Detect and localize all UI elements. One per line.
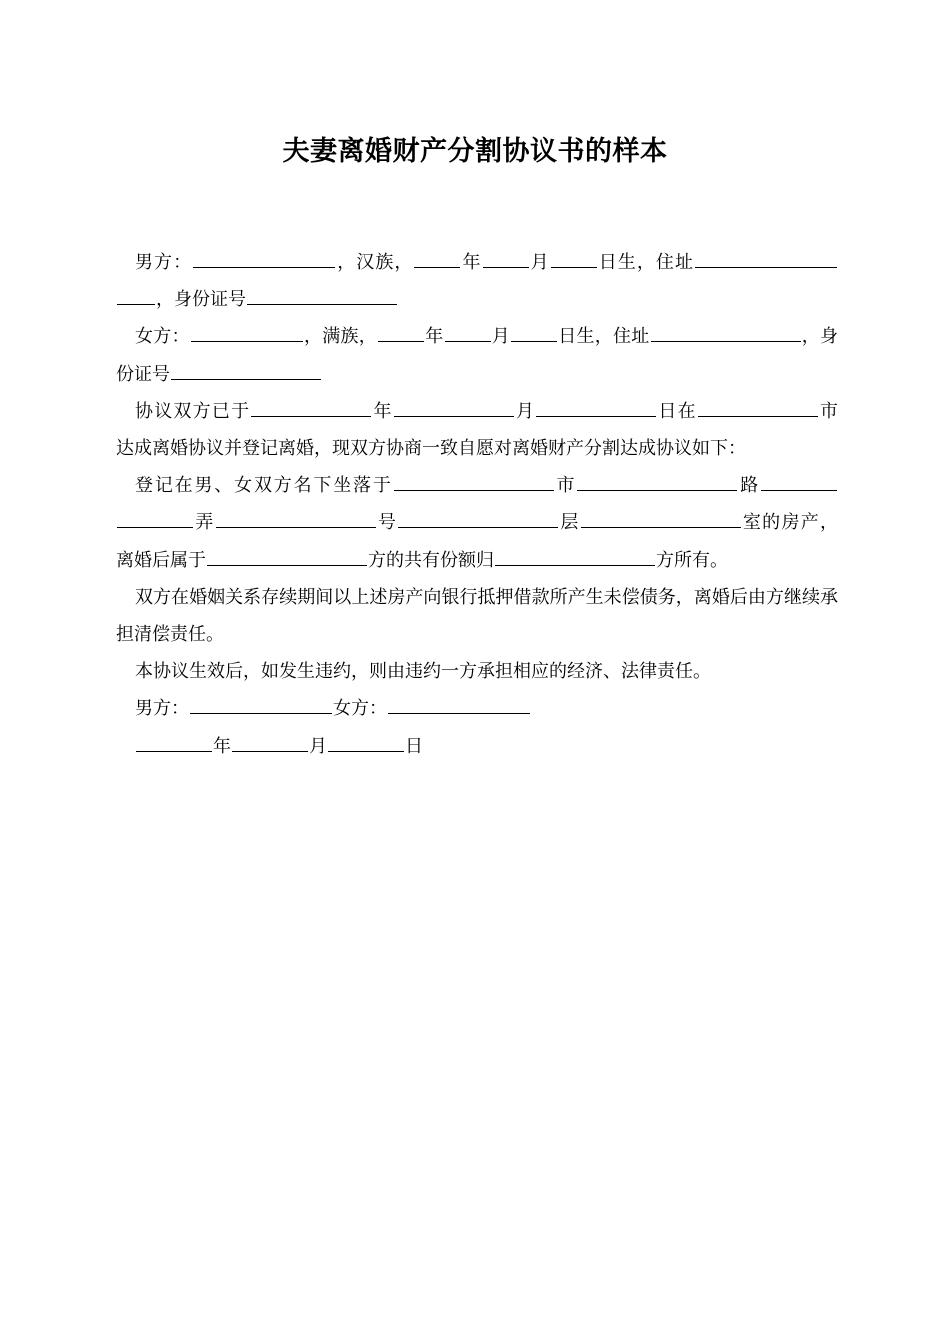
woman-id-blank xyxy=(171,363,321,380)
man-id-label: ，身份证号 xyxy=(156,289,246,311)
floor-label: 层 xyxy=(559,512,580,534)
woman-birth-day-blank xyxy=(511,325,557,342)
document-title: 夫妻离婚财产分割协议书的样本 xyxy=(282,136,668,167)
woman-name-blank xyxy=(191,325,303,342)
woman-birth-month-blank xyxy=(445,325,491,342)
month-label: 月 xyxy=(491,326,510,348)
man-id-blank xyxy=(247,288,397,305)
sign-year-blank xyxy=(136,735,212,752)
after-divorce-text: 离婚后属于 xyxy=(116,549,206,571)
document-body xyxy=(116,244,838,765)
lane-label: 弄 xyxy=(194,512,215,534)
agreement-intro-text: 协议双方已于 xyxy=(135,400,251,422)
agreement-statement-text: 市达成离婚协议并登记离婚，现双方协商一致自愿对离婚财产分割达成协议如下： xyxy=(116,400,839,460)
comma: ， xyxy=(801,326,820,348)
woman-ethnicity-text: ，满族， xyxy=(303,326,377,348)
room-label: 室的房产， xyxy=(741,512,839,534)
woman-signature-label: 女方： xyxy=(333,698,387,720)
man-birth-day-blank xyxy=(551,251,597,268)
paragraph-man-info xyxy=(116,244,838,318)
property-city-blank xyxy=(394,474,554,491)
property-room-blank xyxy=(581,511,741,528)
year-label: 年 xyxy=(213,735,231,757)
paragraph-liability: 本协议生效后，如发生违约，则由违约一方承担相应的经济、法律责任。 xyxy=(135,661,711,683)
ownership-end-text: 方所有。 xyxy=(656,549,728,571)
property-road-blank xyxy=(577,474,737,491)
born-address-label: 日生，住址 xyxy=(597,252,695,273)
sign-month-blank xyxy=(232,735,308,752)
woman-address-blank xyxy=(651,325,801,342)
signature-line xyxy=(116,690,838,727)
year-label: 年 xyxy=(425,326,444,348)
paragraph-property xyxy=(116,467,838,579)
date-line xyxy=(116,728,838,765)
share-owner-blank xyxy=(495,549,655,566)
agreement-day-blank xyxy=(536,400,656,417)
man-address-blank xyxy=(695,251,837,268)
born-address-label: 日生，住址 xyxy=(558,326,650,348)
month-label: 月 xyxy=(514,400,536,422)
year-label: 年 xyxy=(461,252,482,273)
share-text: 方的共有份额归 xyxy=(368,549,494,571)
city-label: 市 xyxy=(554,475,577,497)
ownership-party-blank xyxy=(207,549,367,566)
paragraph-woman-info xyxy=(116,318,838,392)
number-label: 号 xyxy=(376,512,398,534)
man-birth-year-blank xyxy=(414,251,460,268)
man-ethnicity-text: ，汉族， xyxy=(336,252,414,273)
woman-signature-blank xyxy=(388,697,530,714)
woman-label: 女方： xyxy=(135,326,190,348)
paragraph-agreement-date xyxy=(116,393,838,467)
property-floor-blank xyxy=(398,511,558,528)
man-signature-blank xyxy=(190,697,332,714)
property-lane-blank xyxy=(761,474,837,491)
man-name-blank xyxy=(193,251,335,268)
property-intro-text: 登记在男、女双方名下坐落于 xyxy=(135,475,393,497)
road-label: 路 xyxy=(738,475,761,497)
agreement-year-blank xyxy=(251,400,371,417)
property-lane-blank-cont xyxy=(117,511,193,528)
month-label: 月 xyxy=(309,735,327,757)
month-label: 月 xyxy=(529,252,550,273)
agreement-city-blank xyxy=(698,400,818,417)
day-at-label: 日在 xyxy=(657,400,697,422)
woman-birth-year-blank xyxy=(378,325,424,342)
man-label: 男方： xyxy=(135,252,193,273)
man-address-blank-cont xyxy=(117,288,155,305)
property-number-blank xyxy=(216,511,376,528)
day-label: 日 xyxy=(405,735,423,757)
man-signature-label: 男方： xyxy=(135,698,189,720)
sign-day-blank xyxy=(328,735,404,752)
year-label: 年 xyxy=(372,400,393,422)
paragraph-debt: 双方在婚姻关系存续期间以上述房产向银行抵押借款所产生未偿债务，离婚后由方继续承担清偿责任。 xyxy=(116,586,838,646)
woman-id-label: 身份证号 xyxy=(116,326,838,385)
agreement-month-blank xyxy=(394,400,514,417)
man-birth-month-blank xyxy=(483,251,529,268)
